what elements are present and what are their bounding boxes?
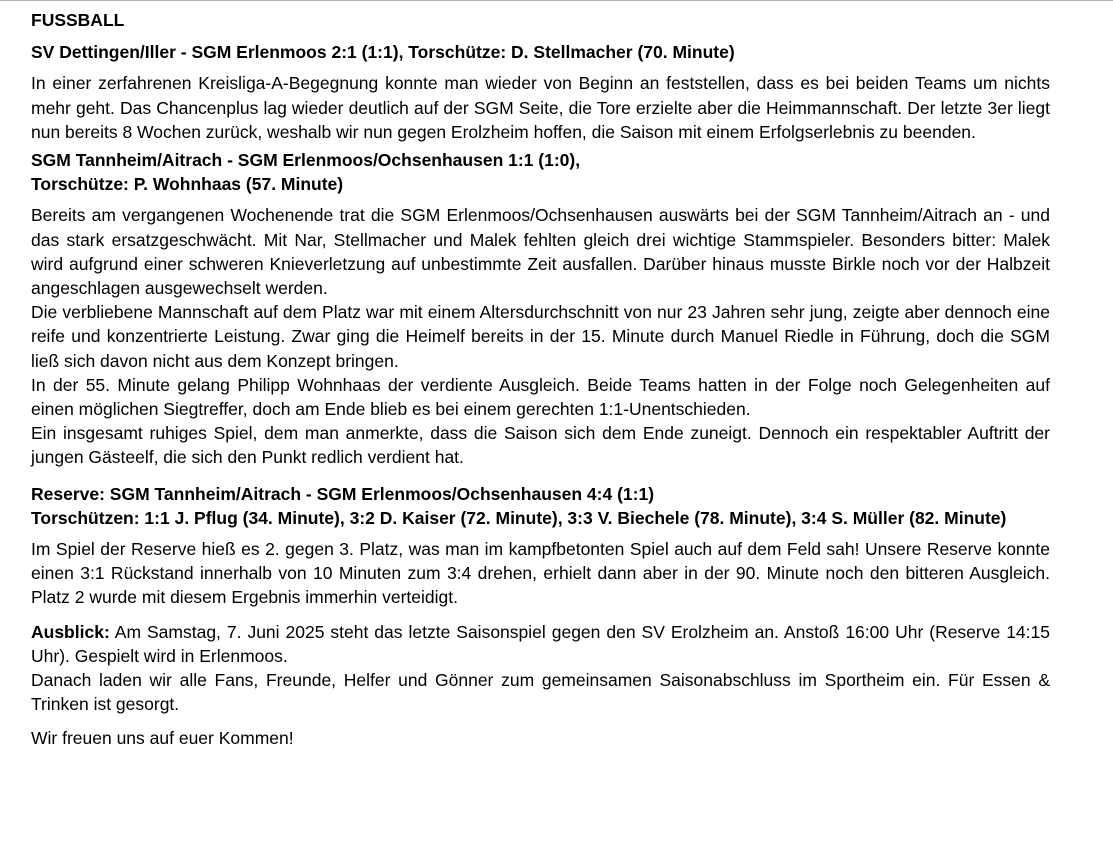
- closing-line: Wir freuen uns auf euer Kommen!: [31, 728, 294, 749]
- article-dettingen: [31, 40, 1050, 144]
- article-body: [31, 537, 1050, 610]
- paragraph: In einer zerfahrenen Kreisliga-A-Begegnung konnte man wieder von Beginn an feststellen, dass es bei beiden Teams um nichts mehr geht. Das Chancenplus lag wieder deutlich auf der SGM Seite, die Tore erzielte aber die Heimmannschaft. Der letzte 3er liegt nun bereits 8 Wochen zurück, weshalb wir nun gegen Erolzheim hoffen, die Saison mit einem Erfolgserlebnis zu beenden.: [31, 73, 1050, 142]
- paragraph: Ein insgesamt ruhiges Spiel, dem man anmerkte, dass die Saison sich dem Ende zuneigt. Dennoch ein respektabler Auftritt der jungen Gästeelf, die sich den Punkt redlich verdient hat.: [31, 423, 1050, 468]
- heading-line: Torschütze: P. Wohnhaas (57. Minute): [31, 174, 344, 195]
- article-reserve: [31, 482, 1050, 610]
- paragraph: Die verbliebene Mannschaft auf dem Platz war mit einem Altersdurchschnitt von nur 23 Jahren sehr jung, zeigte aber dennoch eine reife und konzentrierte Leistung. Zwar ging die Heimelf bereits in der 15. Minute durch Manuel Riedle in Führung, doch die SGM ließ sich davon nicht aus dem Konzept bringen.: [31, 302, 1050, 371]
- heading-line: Reserve: SGM Tannheim/Aitrach - SGM Erlenmoos/Ochsenhausen 4:4 (1:1): [31, 483, 655, 504]
- article-heading: [31, 148, 1050, 196]
- paragraph: Bereits am vergangenen Wochenende trat die SGM Erlenmoos/Ochsenhausen auswärts bei der SGM Tannheim/Aitrach an - und das stark ersatzgeschwächt. Mit Nar, Stellmacher und Malek fehlten gleich drei wichtige Stammspieler. Besonders bitter: Malek wird aufgrund einer schweren Knieverletzung auf unbestimmte Zeit ausfallen. Darüber hinaus musste Birkle noch vor der Halbzeit angeschlagen ausgewechselt werden.: [31, 205, 1050, 299]
- paragraph: Im Spiel der Reserve hieß es 2. gegen 3. Platz, was man im kampfbetonten Spiel auch auf dem Feld sah! Unsere Reserve konnte einen 3:1 Rückstand innerhalb von 10 Minuten zum 3:4 drehen, erhielt dann aber in der 90. Minute noch den bitteren Ausgleich. Platz 2 wurde mit diesem Ergebnis immerhin verteidigt.: [31, 539, 1050, 608]
- document-page: [31, 8, 1050, 751]
- heading-line: SGM Tannheim/Aitrach - SGM Erlenmoos/Ochsenhausen 1:1 (1:0),: [31, 150, 581, 171]
- article-heading: [31, 482, 1050, 530]
- article-heading: [31, 40, 1050, 64]
- top-divider: [0, 0, 1113, 1]
- heading-line: Torschützen: 1:1 J. Pflug (34. Minute), 3:2 D. Kaiser (72. Minute), 3:3 V. Biechele (78. Minute), 3:4 S. Müller (82. Minute): [31, 507, 1007, 528]
- article-tannheim: [31, 148, 1050, 470]
- section-title: FUSSBALL: [31, 10, 125, 30]
- article-body: [31, 71, 1050, 144]
- article-body: [31, 203, 1050, 469]
- outlook-paragraph: [31, 620, 1050, 668]
- outlook-label: Ausblick:: [31, 621, 110, 642]
- outlook-paragraph-2: Danach laden wir alle Fans, Freunde, Helfer und Gönner zum gemeinsamen Saisonabschluss im Sportheim ein. Für Essen & Trinken ist gesorgt.: [31, 670, 1050, 715]
- outlook-text: Am Samstag, 7. Juni 2025 steht das letzte Saisonspiel gegen den SV Erolzheim an. Anstoß 16:00 Uhr (Reserve 14:15 Uhr). Gespielt wird in Erlenmoos.: [31, 621, 1050, 666]
- paragraph: In der 55. Minute gelang Philipp Wohnhaas der verdiente Ausgleich. Beide Teams hatten in der Folge noch Gelegenheiten auf einen möglichen Siegtreffer, doch am Ende blieb es bei einem gerechten 1:1-Unentschieden.: [31, 374, 1050, 420]
- outlook-section: [31, 620, 1050, 717]
- heading-line: SV Dettingen/Iller - SGM Erlenmoos 2:1 (1:1), Torschütze: D. Stellmacher (70. Minute): [31, 42, 735, 63]
